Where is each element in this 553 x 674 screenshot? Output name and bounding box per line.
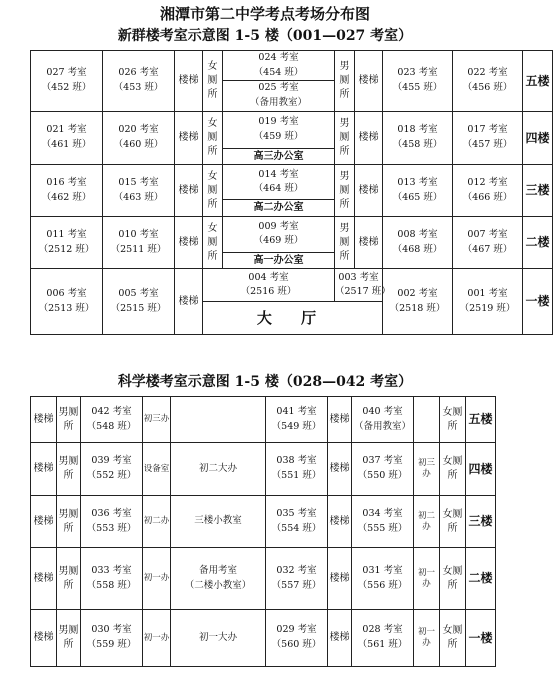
- exam-room: 004 考室 （2516 班）: [203, 269, 335, 302]
- exam-room: 034 考室 （555 班）: [352, 496, 414, 548]
- male-restroom: 男厕所: [57, 397, 81, 443]
- exam-room: 016 考室 （462 班）: [31, 165, 103, 217]
- male-restroom: 男厕所: [57, 443, 81, 496]
- female-restroom: 女厕所: [203, 165, 223, 217]
- exam-room: 031 考室 （556 班）: [352, 548, 414, 610]
- spare-exam-room: 备用考室 （二楼小教室）: [171, 548, 266, 610]
- stairs: 楼梯: [328, 548, 352, 610]
- office-room: 初一办: [143, 610, 171, 667]
- female-restroom: 女厕所: [203, 216, 223, 269]
- floor-label: 四楼: [466, 443, 496, 496]
- stairs: 楼梯: [355, 51, 383, 112]
- floor-label: 五楼: [466, 397, 496, 443]
- exam-room: 037 考室 （550 班）: [352, 443, 414, 496]
- exam-room: 022 考室 （456 班）: [453, 51, 523, 112]
- stairs: 楼梯: [175, 165, 203, 217]
- exam-room: 007 考室 （467 班）: [453, 216, 523, 269]
- stairs: 楼梯: [328, 443, 352, 496]
- exam-room: 011 考室 （2512 班）: [31, 216, 103, 269]
- floor-label: 三楼: [523, 165, 553, 217]
- exam-room: 019 考室 （459 班）: [223, 111, 335, 148]
- exam-room: 017 考室 （457 班）: [453, 111, 523, 165]
- middle-room: 初一大办: [171, 610, 266, 667]
- floor-label: 一楼: [466, 610, 496, 667]
- exam-room: 039 考室 （552 班）: [81, 443, 143, 496]
- exam-room: 041 考室 （549 班）: [266, 397, 328, 443]
- building2-floor-plan: [30, 396, 496, 667]
- exam-room: 027 考室 （452 班）: [31, 51, 103, 112]
- exam-room: 036 考室 （553 班）: [81, 496, 143, 548]
- middle-room: [171, 397, 266, 443]
- exam-room: 009 考室 （469 班）: [223, 216, 335, 252]
- stairs: 楼梯: [175, 269, 203, 335]
- stairs: 楼梯: [31, 548, 57, 610]
- stairs: 楼梯: [175, 51, 203, 112]
- office-room: 初二办: [143, 496, 171, 548]
- stairs: 楼梯: [328, 397, 352, 443]
- male-restroom: 男厕所: [335, 216, 355, 269]
- exam-room: 005 考室 （2515 班）: [103, 269, 175, 335]
- office-room: 高一办公室: [223, 252, 335, 269]
- exam-room: 033 考室 （558 班）: [81, 548, 143, 610]
- stairs: 楼梯: [328, 496, 352, 548]
- exam-room: 020 考室 （460 班）: [103, 111, 175, 165]
- female-restroom: 女厕所: [440, 610, 466, 667]
- male-restroom: 男厕所: [57, 610, 81, 667]
- male-restroom: 男厕所: [335, 51, 355, 112]
- office-room: 初一办: [414, 548, 440, 610]
- exam-room: 025 考室 （备用教室）: [223, 81, 335, 111]
- exam-room: 003 考室 （2517 班）: [335, 269, 383, 302]
- stairs: 楼梯: [355, 165, 383, 217]
- stairs: 楼梯: [175, 216, 203, 269]
- exam-room: 029 考室 （560 班）: [266, 610, 328, 667]
- floor-label: 二楼: [466, 548, 496, 610]
- floor-label: 二楼: [523, 216, 553, 269]
- exam-room: 038 考室 （551 班）: [266, 443, 328, 496]
- exam-room: 012 考室 （466 班）: [453, 165, 523, 217]
- exam-room: 023 考室 （455 班）: [383, 51, 453, 112]
- floor-label: 三楼: [466, 496, 496, 548]
- exam-room: 002 考室 （2518 班）: [383, 269, 453, 335]
- middle-room: 三楼小教室: [171, 496, 266, 548]
- exam-room: 015 考室 （463 班）: [103, 165, 175, 217]
- male-restroom: 男厕所: [57, 548, 81, 610]
- female-restroom: 女厕所: [440, 496, 466, 548]
- female-restroom: 女厕所: [440, 548, 466, 610]
- exam-room: 028 考室 （561 班）: [352, 610, 414, 667]
- exam-room: 001 考室 （2519 班）: [453, 269, 523, 335]
- exam-room: 032 考室 （557 班）: [266, 548, 328, 610]
- exam-room: 040 考室 （备用教室）: [352, 397, 414, 443]
- female-restroom: 女厕所: [203, 51, 223, 112]
- exam-room: 008 考室 （468 班）: [383, 216, 453, 269]
- exam-room: 021 考室 （461 班）: [31, 111, 103, 165]
- office-room: 高三办公室: [223, 148, 335, 165]
- office-room: [414, 397, 440, 443]
- floor-label: 四楼: [523, 111, 553, 165]
- office-room: 初一办: [143, 548, 171, 610]
- female-restroom: 女厕所: [203, 111, 223, 165]
- male-restroom: 男厕所: [335, 165, 355, 217]
- stairs: 楼梯: [31, 496, 57, 548]
- exam-room: 042 考室 （548 班）: [81, 397, 143, 443]
- exam-room: 030 考室 （559 班）: [81, 610, 143, 667]
- middle-room: 初二大办: [171, 443, 266, 496]
- exam-room: 035 考室 （554 班）: [266, 496, 328, 548]
- stairs: 楼梯: [328, 610, 352, 667]
- stairs: 楼梯: [175, 111, 203, 165]
- exam-room: 013 考室 （465 班）: [383, 165, 453, 217]
- male-restroom: 男厕所: [335, 111, 355, 165]
- office-room: 初二办: [414, 496, 440, 548]
- female-restroom: 女厕所: [440, 397, 466, 443]
- exam-room: 014 考室 （464 班）: [223, 165, 335, 200]
- stairs: 楼梯: [355, 216, 383, 269]
- male-restroom: 男厕所: [57, 496, 81, 548]
- exam-room: 006 考室 （2513 班）: [31, 269, 103, 335]
- building1-subtitle: 新群楼考室示意图 1-5 楼（001—027 考室）: [117, 28, 413, 44]
- exam-room: 026 考室 （453 班）: [103, 51, 175, 112]
- page-title: 湘潭市第二中学考点考场分布图: [159, 5, 370, 23]
- stairs: 楼梯: [31, 397, 57, 443]
- exam-room: 018 考室 （458 班）: [383, 111, 453, 165]
- office-room: 初三办: [414, 443, 440, 496]
- stairs: 楼梯: [31, 443, 57, 496]
- office-room: 初一办: [414, 610, 440, 667]
- lobby: 大 厅: [203, 302, 383, 335]
- exam-room: 010 考室 （2511 班）: [103, 216, 175, 269]
- building2-subtitle: 科学楼考室示意图 1-5 楼（028—042 考室）: [117, 374, 413, 390]
- floor-label: 五楼: [523, 51, 553, 112]
- floor-label: 一楼: [523, 269, 553, 335]
- female-restroom: 女厕所: [440, 443, 466, 496]
- stairs: 楼梯: [31, 610, 57, 667]
- stairs: 楼梯: [355, 111, 383, 165]
- exam-room: 024 考室 （454 班）: [223, 51, 335, 81]
- office-room: 初三办: [143, 397, 171, 443]
- office-room: 设备室: [143, 443, 171, 496]
- building1-floor-plan: [30, 50, 553, 335]
- office-room: 高二办公室: [223, 200, 335, 217]
